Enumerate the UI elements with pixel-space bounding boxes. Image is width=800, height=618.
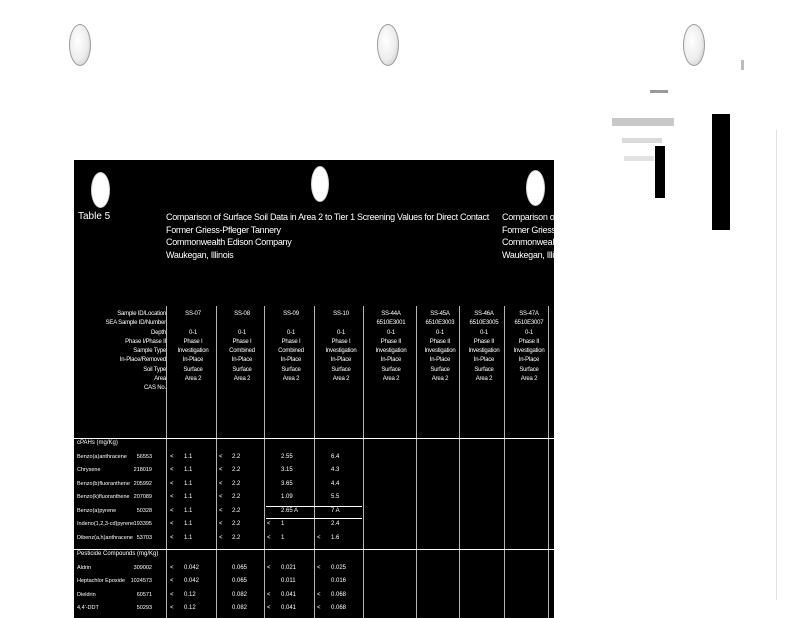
column-header-type: Investigation	[375, 348, 407, 355]
result-value: 7 A	[331, 507, 340, 514]
result-value: 0.082	[232, 605, 248, 611]
result-value: 1.09	[281, 494, 293, 500]
nondetect-qualifier: <	[267, 605, 271, 611]
nondetect-qualifier: <	[219, 534, 223, 541]
result-value: 0.12	[184, 591, 196, 598]
header-labels	[74, 310, 166, 394]
result-value: 2.2	[232, 467, 241, 473]
title-line: Former Griess-Pf	[502, 224, 567, 235]
nondetect-qualifier: <	[219, 453, 223, 460]
column-header-id: SS-45A	[430, 311, 450, 317]
column-header-soil: Surface	[331, 366, 351, 373]
header-label: Phase I/Phase II	[125, 338, 166, 345]
column-header-ss-47a	[507, 310, 551, 384]
column-header-type: Investigation	[424, 348, 456, 355]
soil-data-table-sheet	[74, 160, 569, 618]
result-value: 0.041	[281, 605, 297, 611]
result-value: 0.12	[184, 605, 196, 611]
column-header-ss-44a	[366, 310, 416, 384]
column-header-place: In-Place	[182, 357, 204, 364]
punch-hole-right	[683, 24, 705, 66]
column-header-area: Area 2	[184, 376, 202, 383]
result-value: 0.068	[331, 605, 347, 611]
exceedance-box-line	[266, 518, 362, 519]
column-header-place: In-Place	[330, 357, 352, 364]
column-header-area: Area 2	[475, 376, 493, 383]
header-label: Depth	[150, 329, 166, 336]
column-header-sea	[317, 319, 365, 328]
result-value: 1.1	[184, 480, 193, 487]
column-header-place: In-Place	[473, 357, 495, 364]
analyte-name: Heptachlor Epoxide	[77, 578, 126, 584]
nondetect-qualifier: <	[267, 521, 271, 527]
column-divider	[504, 306, 505, 618]
column-header-id: SS-46A	[474, 311, 494, 317]
column-divider	[416, 306, 417, 618]
table-title-block-continued	[502, 211, 569, 261]
column-header-type: Investigation	[177, 348, 209, 355]
column-header-ss-07	[170, 310, 216, 384]
result-value: 0.042	[184, 578, 200, 584]
sheet-punch-hole-left	[91, 172, 110, 208]
result-value: 2.2	[232, 534, 241, 541]
column-header-soil: Surface	[281, 366, 301, 373]
column-header-phase: Phase II	[429, 338, 451, 345]
title-line: Commonwealth E	[502, 237, 569, 247]
result-value: 3.15	[281, 467, 293, 473]
nondetect-qualifier: <	[170, 564, 174, 571]
section-heading: cPAHs (mg/Kg)	[77, 440, 118, 446]
table-title-block	[166, 211, 489, 261]
analyte-name: Benzo(b)fluoranthene	[77, 480, 130, 487]
analyte-name: Benzo(k)fluoranthene	[77, 494, 130, 500]
table-label: Table 5	[78, 211, 111, 222]
column-header-phase: Phase I	[183, 338, 203, 345]
analyte-name: Aldrin	[77, 564, 92, 571]
section-heading: Pesticide Compounds (mg/Kg)	[77, 551, 159, 557]
result-value: 1	[281, 521, 285, 527]
cas-number: 309002	[133, 564, 152, 571]
title-line: Former Griess-Pfleger Tannery	[166, 224, 281, 235]
column-header-place: In-Place	[518, 357, 540, 364]
column-header-sea: 6510E3007	[514, 320, 544, 327]
analyte-name: 4,4'-DDT	[77, 605, 99, 611]
analyte-name: Indeno(1,2,3-cd)pyrene	[77, 521, 135, 527]
nondetect-qualifier: <	[219, 507, 223, 514]
analyte-name: Dieldrin	[77, 591, 96, 598]
result-value: 0.065	[232, 564, 248, 571]
result-value: 0.082	[232, 591, 248, 598]
nondetect-qualifier: <	[219, 521, 223, 527]
cas-number: 1024573	[130, 578, 152, 584]
column-header-type: Investigation	[325, 348, 357, 355]
nondetect-qualifier: <	[170, 467, 174, 473]
column-header-id: SS-09	[283, 311, 299, 317]
result-value: 1.1	[184, 494, 193, 500]
column-header-ss-45a	[419, 310, 461, 384]
column-header-place: In-Place	[429, 357, 451, 364]
column-header-area: Area 2	[382, 376, 400, 383]
punch-hole-center	[377, 24, 399, 66]
column-header-depth: 0-1	[435, 329, 445, 336]
nondetect-qualifier: <	[170, 578, 174, 584]
cas-number: 60571	[136, 591, 152, 598]
nondetect-qualifier: <	[317, 534, 321, 541]
result-value: 0.011	[281, 578, 296, 584]
column-header-depth: 0-1	[336, 329, 346, 336]
column-header-phase: Phase II	[380, 338, 402, 345]
result-value: 1	[281, 534, 285, 541]
nondetect-qualifier: <	[170, 494, 174, 500]
column-header-area: Area 2	[282, 376, 300, 383]
title-line: Comparison of Surface Soil Data in Area 2 to Tier 1 Screening Values for Direct Contact	[166, 212, 489, 222]
column-header-ss-10	[317, 310, 365, 384]
header-label: Sample Type	[133, 348, 166, 355]
nondetect-qualifier: <	[170, 591, 174, 598]
result-value: 0.068	[331, 591, 347, 598]
header-label: Soil Type	[143, 366, 166, 373]
column-header-soil: Surface	[381, 366, 401, 373]
result-value: 0.065	[232, 578, 248, 584]
result-value: 2.2	[232, 494, 241, 500]
header-label: In-Place/Removed	[119, 357, 166, 364]
column-header-sea: 6510E3003	[425, 320, 455, 327]
column-header-depth: 0-1	[188, 329, 198, 336]
column-header-area: Area 2	[332, 376, 350, 383]
cas-number: 207089	[133, 494, 152, 500]
title-line: Waukegan, Illinoi	[502, 249, 566, 260]
nondetect-qualifier: <	[219, 480, 223, 487]
sheet-punch-hole-right	[526, 170, 545, 206]
nondetect-qualifier: <	[170, 453, 174, 460]
header-label: Sample ID/Location	[117, 311, 166, 317]
result-value: 1.1	[184, 507, 193, 514]
column-header-area: Area 2	[431, 376, 449, 383]
nondetect-qualifier: <	[219, 467, 223, 473]
result-value: 5.5	[331, 494, 340, 500]
analyte-name: Benzo(a)pyrene	[77, 507, 117, 514]
column-header-phase: Phase I	[232, 338, 252, 345]
column-header-ss-46a	[462, 310, 506, 384]
header-rule	[74, 438, 554, 439]
result-value: 4.3	[331, 467, 340, 473]
nondetect-qualifier: <	[219, 494, 223, 500]
column-header-depth: 0-1	[237, 329, 247, 336]
column-header-type: Combined	[229, 348, 255, 355]
column-header-sea: 6510E3005	[469, 320, 499, 327]
title-line: Comparison of S	[502, 212, 565, 222]
result-value: 0.021	[281, 564, 297, 571]
column-header-ss-09	[267, 310, 315, 384]
nondetect-qualifier: <	[170, 605, 174, 611]
nondetect-qualifier: <	[170, 534, 174, 541]
column-header-place: In-Place	[280, 357, 302, 364]
column-header-id: SS-07	[185, 311, 201, 317]
column-header-place: In-Place	[231, 357, 253, 364]
result-value: 6.4	[331, 453, 340, 460]
result-value: 1.1	[184, 534, 193, 541]
section-separator	[74, 549, 554, 550]
cas-number: 193395	[133, 521, 152, 527]
analyte-name: Benzo(a)anthracene	[77, 453, 127, 460]
column-header-sea	[267, 319, 315, 328]
column-header-phase: Phase II	[473, 338, 495, 345]
result-value: 1.1	[184, 453, 193, 460]
column-header-depth: 0-1	[286, 329, 296, 336]
column-divider	[548, 306, 549, 618]
column-header-soil: Surface	[183, 366, 203, 373]
nondetect-qualifier: <	[317, 605, 321, 611]
column-header-phase: Phase I	[331, 338, 351, 345]
column-header-depth: 0-1	[479, 329, 489, 336]
result-value: 1.1	[184, 521, 193, 527]
column-header-phase: Phase I	[281, 338, 301, 345]
header-label: CAS No.	[144, 385, 166, 392]
analyte-name: Dibenz(a,h)anthracene	[77, 534, 133, 541]
nondetect-qualifier: <	[170, 507, 174, 514]
result-value: 1.6	[331, 534, 340, 541]
title-line: Waukegan, Illinois	[166, 249, 234, 260]
column-header-ss-08	[219, 310, 265, 384]
column-divider	[363, 306, 364, 618]
result-value: 2.2	[232, 507, 241, 514]
title-line: Commonwealth Edison Company	[166, 237, 292, 247]
result-value: 2.4	[331, 521, 340, 527]
sheet-punch-hole-center	[311, 166, 329, 202]
punch-hole-left	[69, 24, 91, 66]
column-header-sea: 6510E3001	[376, 320, 406, 327]
nondetect-qualifier: <	[267, 591, 271, 598]
result-value: 2.55	[281, 453, 293, 460]
cas-number: 218019	[133, 467, 152, 473]
analyte-name: Chrysene	[77, 467, 101, 473]
result-value: 4.4	[331, 480, 340, 487]
column-header-sea	[170, 319, 216, 328]
column-header-area: Area 2	[520, 376, 538, 383]
result-value: 3.65	[281, 480, 293, 487]
exceedance-box-line	[266, 506, 362, 507]
cas-number: 50293	[136, 605, 152, 611]
column-divider	[459, 306, 460, 618]
header-label: Area	[154, 376, 166, 383]
column-header-id: SS-44A	[381, 311, 401, 317]
column-header-type: Investigation	[513, 348, 545, 355]
header-label: SEA Sample ID/Number	[105, 320, 166, 327]
column-divider	[216, 306, 217, 618]
cas-number: 53703	[136, 534, 152, 541]
column-header-phase: Phase II	[518, 338, 540, 345]
result-value: 0.016	[331, 578, 347, 584]
result-value: 0.042	[184, 564, 200, 571]
column-header-soil: Surface	[430, 366, 450, 373]
nondetect-qualifier: <	[267, 534, 271, 541]
column-header-soil: Surface	[474, 366, 494, 373]
column-header-place: In-Place	[380, 357, 402, 364]
nondetect-qualifier: <	[267, 564, 271, 571]
result-value: 0.025	[331, 564, 347, 571]
column-divider	[264, 306, 265, 618]
cas-number: 205992	[133, 480, 152, 487]
column-divider	[166, 306, 167, 618]
nondetect-qualifier: <	[317, 591, 321, 598]
column-header-depth: 0-1	[524, 329, 534, 336]
result-value: 0.041	[281, 591, 297, 598]
result-value: 1.1	[184, 467, 193, 473]
column-header-depth: 0-1	[386, 329, 396, 336]
result-value: 2.2	[232, 480, 241, 487]
result-value: 2.2	[232, 521, 241, 527]
result-value: 2.65 A	[281, 507, 299, 514]
column-header-type: Combined	[278, 348, 304, 355]
column-header-sea	[219, 319, 265, 328]
column-header-id: SS-47A	[519, 311, 539, 317]
column-header-type: Investigation	[468, 348, 500, 355]
column-header-area: Area 2	[233, 376, 251, 383]
nondetect-qualifier: <	[317, 564, 321, 571]
result-value: 2.2	[232, 453, 241, 460]
column-header-id: SS-08	[234, 311, 250, 317]
column-divider	[314, 306, 315, 618]
cas-number: 56553	[136, 453, 152, 460]
nondetect-qualifier: <	[170, 521, 174, 527]
cas-number: 50328	[136, 507, 152, 514]
column-header-id: SS-10	[333, 311, 349, 317]
column-header-soil: Surface	[232, 366, 252, 373]
column-header-soil: Surface	[519, 366, 539, 373]
nondetect-qualifier: <	[170, 480, 174, 487]
